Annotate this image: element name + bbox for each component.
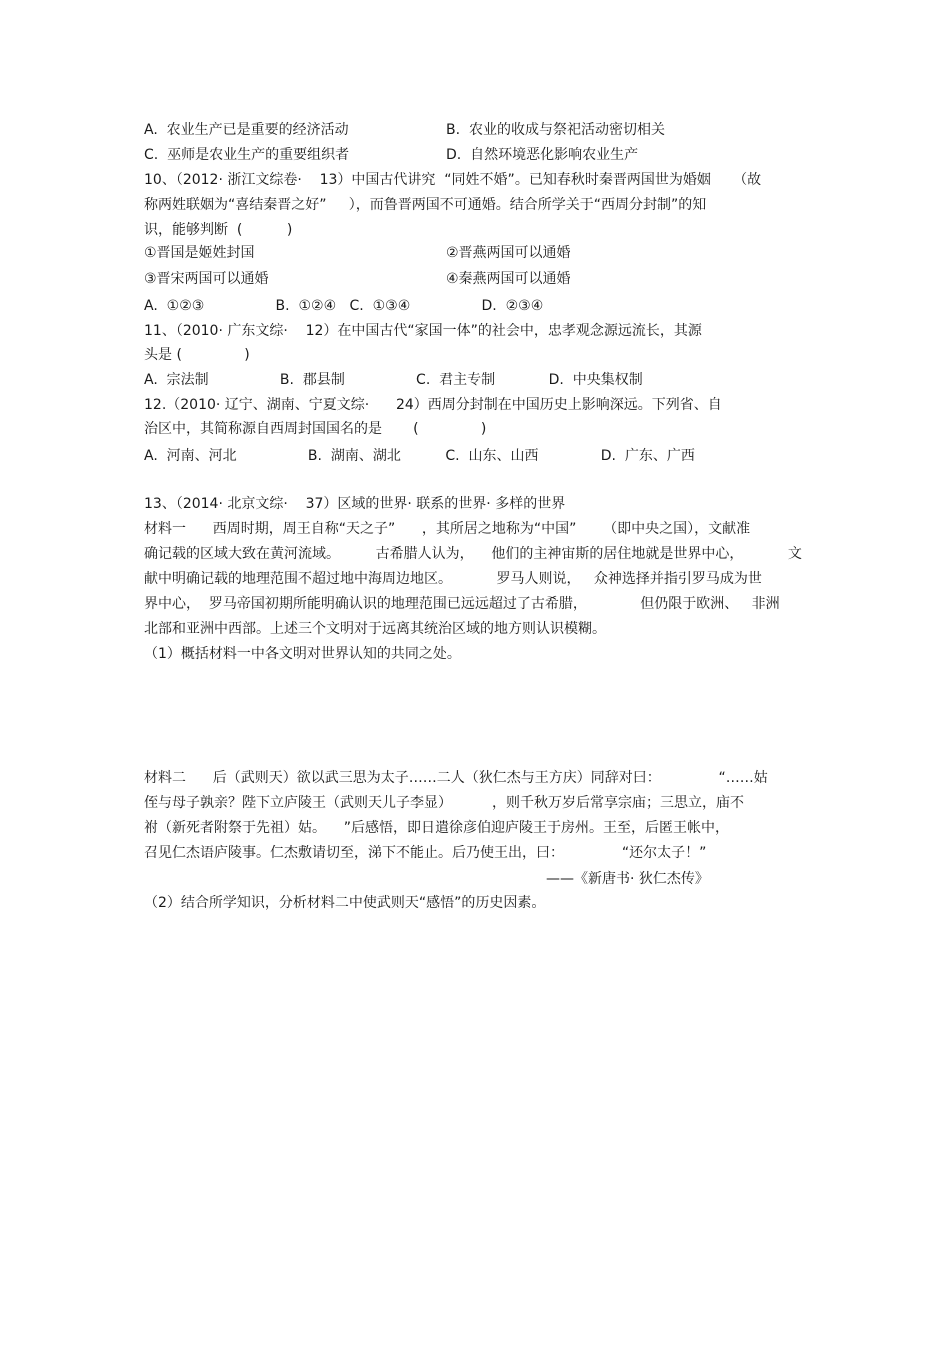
q11-stem-line2: 头是 ( ) bbox=[144, 347, 250, 363]
q11-options: A. 宗法制 B. 郡县制 C. 君主专制 D. 中央集权制 bbox=[144, 372, 643, 388]
q11-stem-line1: 11、（2010· 广东文综· 12）在中国古代“家国一体”的社会中，忠孝观念源远流长，其源 bbox=[144, 323, 702, 339]
q13-material2-line2: 侄与母子孰亲？陛下立庐陵王（武则天儿子李显） ，则千秋万岁后常享宗庙；三思立，庙不 bbox=[144, 795, 745, 811]
q13-material1-line5: 北部和亚洲中西部。上述三个文明对于远离其统治区域的地方则认识模糊。 bbox=[144, 621, 606, 637]
q13-subquestion-2: （2）结合所学知识，分析材料二中使武则天“感悟”的历史因素。 bbox=[144, 895, 546, 911]
q10-statement-2: ②晋燕两国可以通婚 bbox=[446, 245, 571, 261]
q13-material1-line1: 材料一 西周时期，周王自称“天之子” ，其所居之地称为“中国” （即中央之国），文献准 bbox=[144, 521, 751, 537]
q10-statement-3: ③晋宋两国可以通婚 bbox=[144, 271, 269, 287]
q13-material2-line4: 召见仁杰语庐陵事。仁杰敷请切至，涕下不能止。后乃使王出，曰： “还尔太子！” bbox=[144, 845, 707, 861]
q13-material1-line3: 献中明确记载的地理范围不超过地中海周边地区。 罗马人则说， 众神选择并指引罗马成为世 bbox=[144, 571, 762, 587]
q10-statement-4: ④秦燕两国可以通婚 bbox=[446, 271, 571, 287]
q9-option-c: C. 巫师是农业生产的重要组织者 bbox=[144, 147, 350, 163]
q12-options: A. 河南、河北 B. 湖南、湖北 C. 山东、山西 D. 广东、广西 bbox=[144, 448, 695, 464]
q9-option-d: D. 自然环境恶化影响农业生产 bbox=[446, 147, 639, 163]
q12-stem-line2: 治区中，其简称源自西周封国国名的是 ( ) bbox=[144, 421, 487, 437]
q13-material2-line3: 祔（新死者附祭于先祖）姑。 ”后感悟，即日遣徐彦伯迎庐陵王于房州。王至，后匿王帐中， bbox=[144, 820, 730, 836]
q13-subquestion-1: （1）概括材料一中各文明对世界认知的共同之处。 bbox=[144, 646, 461, 662]
q10-options: A. ①②③ B. ①②④ C. ①③④ D. ②③④ bbox=[144, 298, 544, 314]
q13-material1-line4: 界中心， 罗马帝国初期所能明确认识的地理范围已远远超过了古希腊， 但仍限于欧洲、 非洲 bbox=[144, 596, 780, 612]
q13-material1-line2: 确记载的区域大致在黄河流域。 古希腊人认为， 他们的主神宙斯的居住地就是世界中心， 文 bbox=[144, 546, 802, 562]
q12-stem-line1: 12.（2010· 辽宁、湖南、宁夏文综· 24）西周分封制在中国历史上影响深远。下列省、自 bbox=[144, 397, 722, 413]
q13-material2-source: ——《新唐书· 狄仁杰传》 bbox=[546, 871, 709, 887]
q10-stem-line1: 10、（2012· 浙江文综卷· 13）中国古代讲究 “同姓不婚”。已知春秋时秦晋两国世为婚姻 （故 bbox=[144, 172, 762, 188]
q10-stem-line2: 称两姓联姻为“喜结秦晋之好” ），而鲁晋两国不可通婚。结合所学关于“西周分封制”的知 bbox=[144, 197, 707, 213]
q13-title: 13、（2014· 北京文综· 37）区域的世界· 联系的世界· 多样的世界 bbox=[144, 496, 566, 512]
q13-material2-line1: 材料二 后（武则天）欲以武三思为太子……二人（狄仁杰与王方庆）同辞对曰： “……姑 bbox=[144, 770, 768, 786]
q9-option-b: B. 农业的收成与祭祀活动密切相关 bbox=[446, 122, 665, 138]
q9-option-a: A. 农业生产已是重要的经济活动 bbox=[144, 122, 349, 138]
q10-stem-line3: 识，能够判断 ( ) bbox=[144, 222, 293, 238]
q10-statement-1: ①晋国是姬姓封国 bbox=[144, 245, 255, 261]
